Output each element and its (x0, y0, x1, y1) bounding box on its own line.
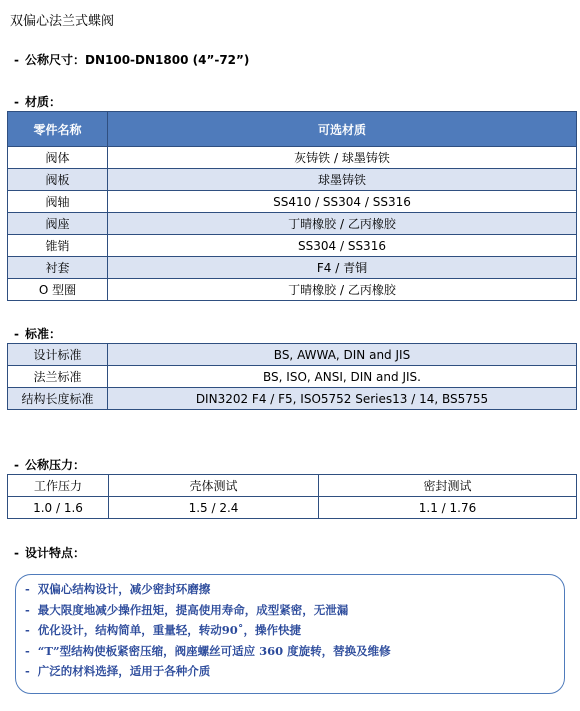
bullet-dash: - (14, 95, 19, 109)
standards-label: 标准： (24, 327, 61, 341)
list-item (25, 579, 564, 600)
material-cell: F4 / 青铜 (108, 257, 577, 279)
feature-text: “T”型结构使板紧密压缩，阀座螺丝可适应 360 度旋转，替换及维修 (37, 643, 391, 658)
page-title: 双偏心法兰式蝶阀 (10, 14, 115, 29)
bullet-dash: - (25, 602, 30, 617)
size-section (14, 51, 249, 68)
pressure-label: 公称压力： (24, 458, 85, 472)
bullet-dash: - (25, 664, 30, 678)
materials-section-label (14, 93, 61, 110)
part-cell: 阀板 (8, 169, 108, 191)
materials-header-part: 零件名称 (8, 112, 108, 147)
pressure-table (7, 474, 577, 519)
material-cell: 球墨铸铁 (108, 169, 577, 191)
material-cell: SS304 / SS316 (108, 235, 577, 257)
feature-text: 广泛的材料选择，适用于各种介质 (37, 664, 211, 678)
features-box (15, 574, 565, 694)
pressure-header-shell: 壳体测试 (109, 475, 319, 497)
table-row (8, 147, 577, 169)
feature-text: 最大限度地减少操作扭矩，提高使用寿命，成型紧密，无泄漏 (37, 602, 349, 617)
part-cell: 锥销 (8, 235, 108, 257)
part-cell: 阀座 (8, 213, 108, 235)
material-cell: 丁晴橡胶 / 乙丙橡胶 (108, 213, 577, 235)
table-row (8, 366, 577, 388)
pressure-value-shell: 1.5 / 2.4 (109, 497, 319, 519)
table-row (8, 213, 577, 235)
materials-label: 材质： (24, 95, 61, 109)
standard-type-cell: 法兰标准 (8, 366, 108, 388)
pressure-value-working: 1.0 / 1.6 (8, 497, 109, 519)
features-section-label (14, 544, 85, 561)
pressure-section-label (14, 456, 85, 473)
materials-header-row (8, 112, 577, 147)
standard-value-cell: DIN3202 F4 / F5, ISO5752 Series13 / 14, BS5755 (108, 388, 577, 410)
bullet-dash: - (14, 53, 19, 67)
bullet-dash: - (14, 458, 19, 472)
table-row (8, 388, 577, 410)
list-item (25, 641, 564, 662)
bullet-dash: - (25, 582, 30, 596)
materials-header-material: 可选材质 (108, 112, 577, 147)
size-label: 公称尺寸： (24, 53, 85, 67)
pressure-header-seal: 密封测试 (319, 475, 577, 497)
material-cell: SS410 / SS304 / SS316 (108, 191, 577, 213)
list-item (25, 620, 564, 641)
feature-text: 优化设计，结构简单，重量轻，转动90˚，操作快捷 (37, 623, 302, 637)
table-row (8, 344, 577, 366)
material-cell: 丁晴橡胶 / 乙丙橡胶 (108, 279, 577, 301)
materials-table (7, 111, 577, 301)
bullet-dash: - (14, 546, 19, 560)
table-row (8, 279, 577, 301)
features-label: 设计特点： (24, 546, 85, 560)
standard-value-cell: BS, ISO, ANSI, DIN and JIS. (108, 366, 577, 388)
table-row (8, 497, 577, 519)
bullet-dash: - (25, 643, 30, 658)
feature-text: 双偏心结构设计，减少密封环磨擦 (37, 582, 211, 596)
pressure-value-seal: 1.1 / 1.76 (319, 497, 577, 519)
list-item (25, 661, 564, 682)
part-cell: 衬套 (8, 257, 108, 279)
pressure-header-working: 工作压力 (8, 475, 109, 497)
table-row (8, 257, 577, 279)
standards-table (7, 343, 577, 410)
bullet-dash: - (14, 327, 19, 341)
standards-section-label (14, 325, 61, 342)
size-value: DN100-DN1800 (4”-72”) (85, 53, 250, 67)
pressure-header-row (8, 475, 577, 497)
standard-value-cell: BS, AWWA, DIN and JIS (108, 344, 577, 366)
part-cell: O 型圈 (8, 279, 108, 301)
table-row (8, 235, 577, 257)
table-row (8, 169, 577, 191)
table-row (8, 191, 577, 213)
material-cell: 灰铸铁 / 球墨铸铁 (108, 147, 577, 169)
standard-type-cell: 设计标准 (8, 344, 108, 366)
standard-type-cell: 结构长度标准 (8, 388, 108, 410)
part-cell: 阀体 (8, 147, 108, 169)
list-item (25, 600, 564, 621)
bullet-dash: - (25, 623, 30, 637)
part-cell: 阀轴 (8, 191, 108, 213)
